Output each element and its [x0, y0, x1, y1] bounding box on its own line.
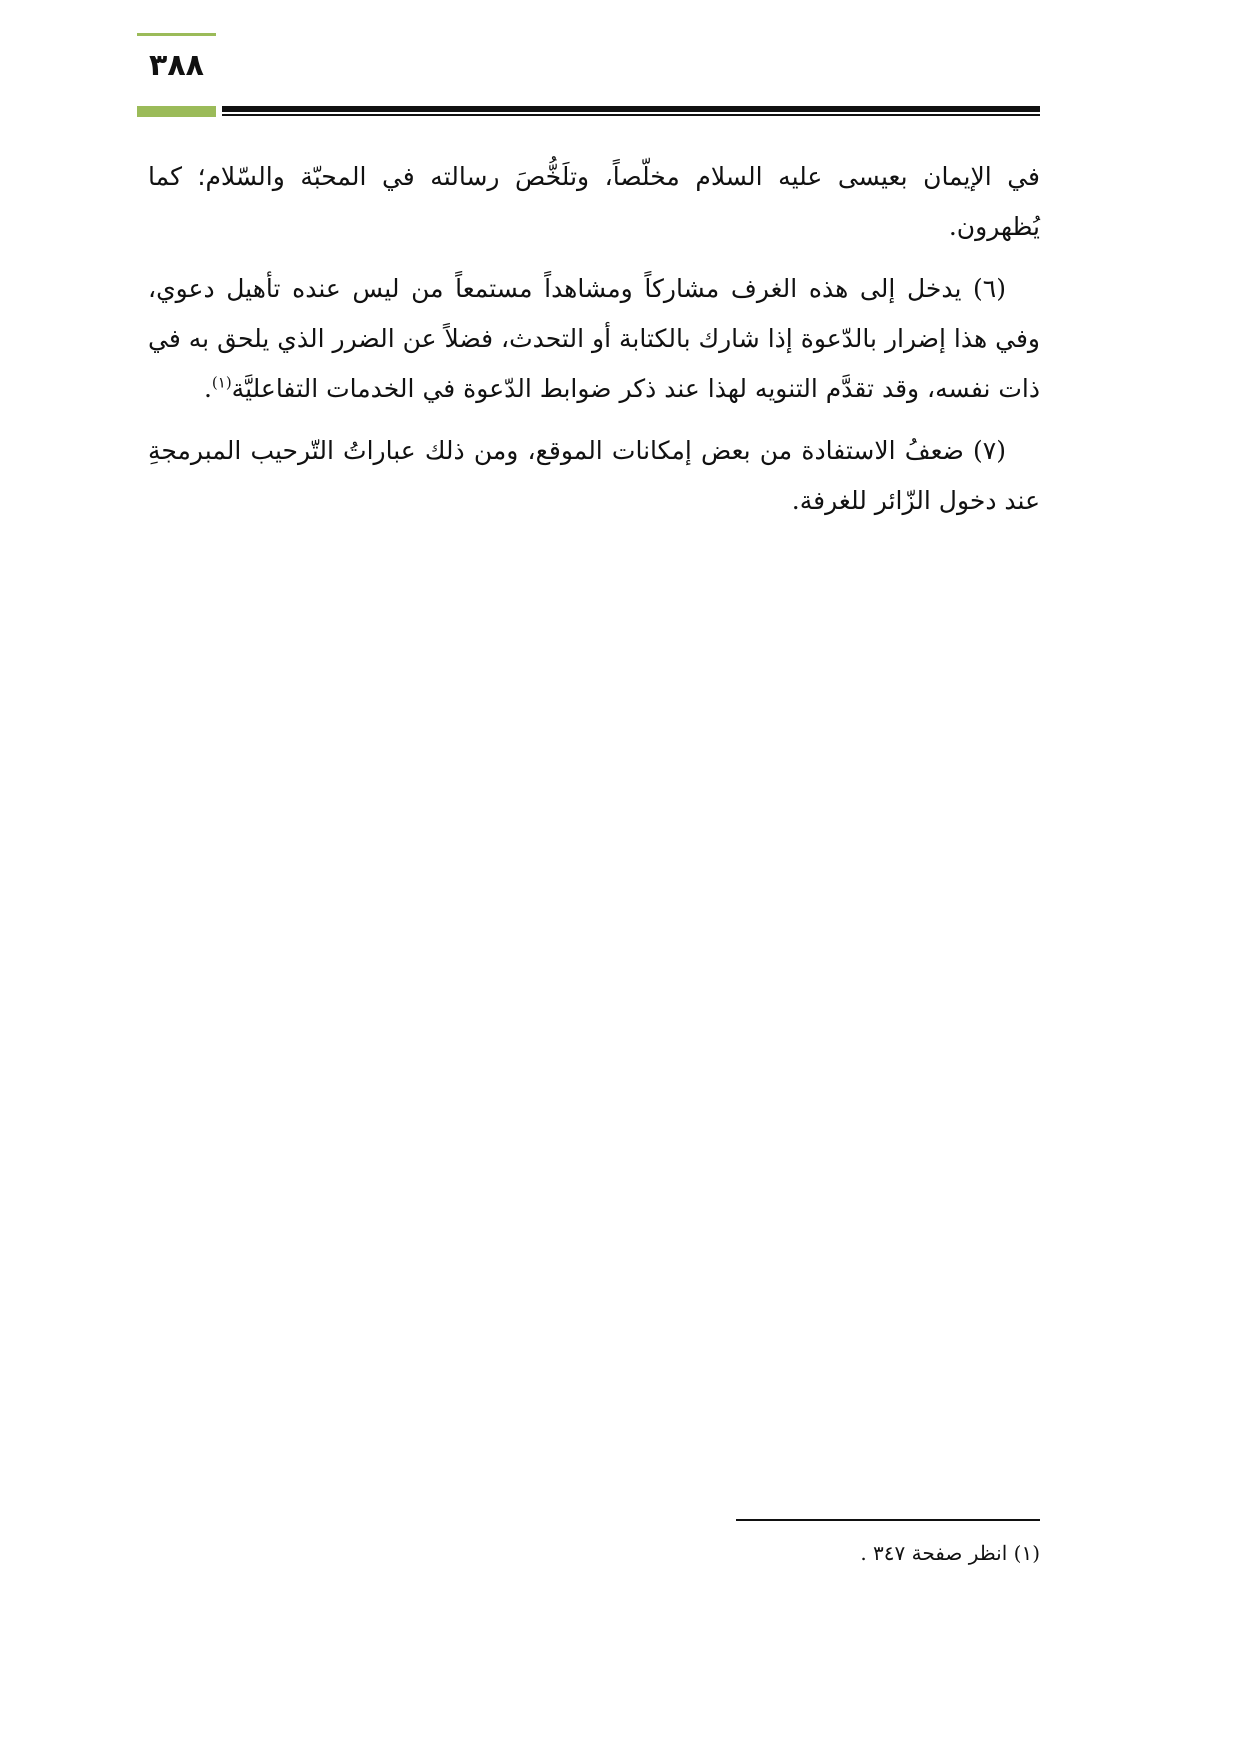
footnote-separator [736, 1519, 1040, 1521]
page-header [0, 0, 1240, 130]
header-rule-thin [222, 114, 1040, 116]
header-rule-thick [222, 106, 1040, 112]
paragraph-text: في الإيمان بعيسى عليه السلام مخلّصاً، وتلَخُّصَ رسالته في المحبّة والسّلام؛ كما يُظهرون. [148, 162, 1040, 241]
footnote-reference: (١) [211, 373, 232, 392]
paragraph-item-6 [148, 264, 1040, 414]
body-text [148, 152, 1040, 538]
page-number-top-rule [137, 33, 216, 36]
paragraph-continued [148, 152, 1040, 252]
page-number: ٣٨٨ [149, 48, 204, 83]
paragraph-item-7 [148, 426, 1040, 526]
paragraph-text: (٧) ضعفُ الاستفادة من بعض إمكانات الموقع، ومن ذلك عباراتُ التّرحيب المبرمجةِ عند دخول الزّائر للغرفة. [148, 436, 1040, 515]
footnote-1: (١) انظر صفحة ٣٤٧ . [860, 1541, 1040, 1565]
page-number-bottom-rule [137, 106, 216, 117]
paragraph-end: . [203, 374, 212, 403]
paragraph-text: (٦) يدخل إلى هذه الغرف مشاركاً ومشاهداً مستمعاً من ليس عنده تأهيل دعوي، وفي هذا إضرار بالدّعوة إذا شارك بالكتابة أو التحدث، فضلاً عن الضرر الذي يلحق به في ذات نفسه، وقد تقدَّم التنويه لهذا عند ذكر ضوابط الدّعوة في الخدمات التفاعليَّة [148, 274, 1040, 403]
